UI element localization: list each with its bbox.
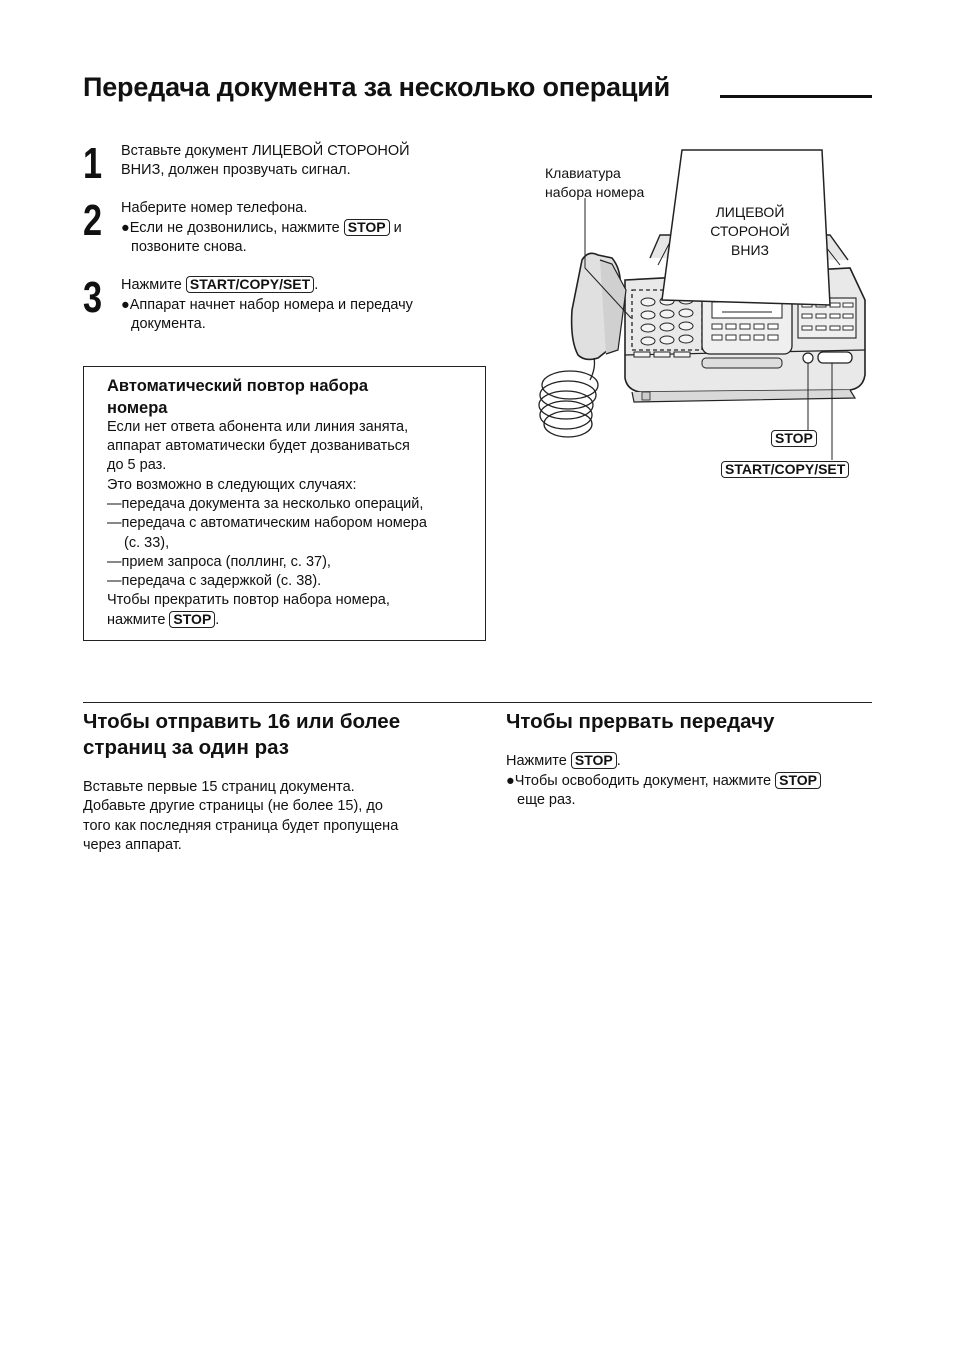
step-3-bullet: ●Аппарат начнет набор номера и передачу [121, 297, 413, 313]
page-title: Передача документа за несколько операций [83, 72, 671, 102]
section-stop-bullet-text: ●Чтобы освободить документ, нажмите [506, 773, 772, 789]
step-number-2: 2 [83, 196, 103, 245]
stop-key: STOP [771, 430, 817, 447]
keypad-label-line-2: набора номера [545, 184, 645, 200]
step-number-1: 1 [83, 139, 103, 188]
section-stop-heading: Чтобы прервать передачу [506, 710, 775, 733]
stop-key: STOP [775, 772, 821, 789]
step-3-line-1 [121, 276, 318, 296]
stop-key: STOP [571, 752, 617, 769]
step-3-pre: Нажмите [121, 277, 182, 293]
stop-key: STOP [344, 219, 390, 236]
section-stop-bullet [506, 772, 821, 792]
auto-redial-title-1: Автоматический повтор набора [107, 377, 369, 395]
step-2-line-2 [121, 219, 402, 239]
keypad-label-line-1: Клавиатура [545, 165, 621, 181]
auto-redial-last-line [107, 611, 219, 631]
auto-redial-line: Чтобы прекратить повтор набора номера, [107, 592, 390, 608]
section-stop-pre: Нажмите [506, 753, 567, 769]
section-stop-line-1 [506, 752, 621, 772]
auto-redial-line: Это возможно в следующих случаях: [107, 477, 357, 493]
illustration-start-label [721, 461, 849, 481]
paper-label-line-3: ВНИЗ [731, 242, 769, 258]
step-2-bullet-tail: и [393, 220, 402, 236]
title-rule [720, 95, 872, 98]
step-3-post: . [314, 277, 319, 293]
auto-redial-last-post: . [215, 612, 220, 628]
step-number-3: 3 [83, 273, 103, 322]
step-2-line-1: Наберите номер телефона. [121, 200, 308, 216]
step-2-line-3: позвоните снова. [131, 239, 247, 255]
section-16-line: через аппарат. [83, 837, 182, 853]
paper-label-line-2: СТОРОНОЙ [710, 223, 790, 239]
section-stop-line-3: еще раз. [517, 792, 576, 808]
auto-redial-line: Если нет ответа абонента или линия занята, [107, 419, 409, 435]
start-copy-set-key: START/COPY/SET [186, 276, 314, 293]
section-stop-post: . [616, 753, 621, 769]
auto-redial-title-2: номера [107, 399, 168, 417]
section-16-line: того как последняя страница будет пропущена [83, 818, 399, 834]
stop-key: STOP [169, 611, 215, 628]
auto-redial-line: до 5 раз. [107, 457, 167, 473]
step-1-line-2: ВНИЗ, должен прозвучать сигнал. [121, 162, 351, 178]
step-2-bullet-text: ●Если не дозвонились, нажмите [121, 220, 340, 236]
auto-redial-line: (с. 33), [124, 535, 170, 551]
section-16-heading-1: Чтобы отправить 16 или более [83, 710, 401, 733]
start-copy-set-key: START/COPY/SET [721, 461, 849, 478]
auto-redial-line: —передача с автоматическим набором номера [107, 515, 427, 531]
paper-label-line-1: ЛИЦЕВОЙ [715, 204, 785, 220]
section-16-line: Добавьте другие страницы (не более 15), до [83, 798, 383, 814]
section-16-heading-2: страниц за один раз [83, 736, 289, 759]
illustration-stop-label [771, 430, 817, 450]
auto-redial-line: аппарат автоматически будет дозваниваться [107, 438, 410, 454]
auto-redial-line: —передача с задержкой (с. 38). [107, 573, 322, 589]
auto-redial-line: —передача документа за несколько операций, [107, 496, 424, 512]
section-divider [83, 702, 872, 703]
step-3-line-3: документа. [131, 316, 206, 332]
auto-redial-line: —прием запроса (поллинг, с. 37), [107, 554, 331, 570]
section-16-line: Вставьте первые 15 страниц документа. [83, 779, 355, 795]
step-1-line-1: Вставьте документ ЛИЦЕВОЙ СТОРОНОЙ [121, 143, 410, 159]
auto-redial-last-pre: нажмите [107, 612, 166, 628]
